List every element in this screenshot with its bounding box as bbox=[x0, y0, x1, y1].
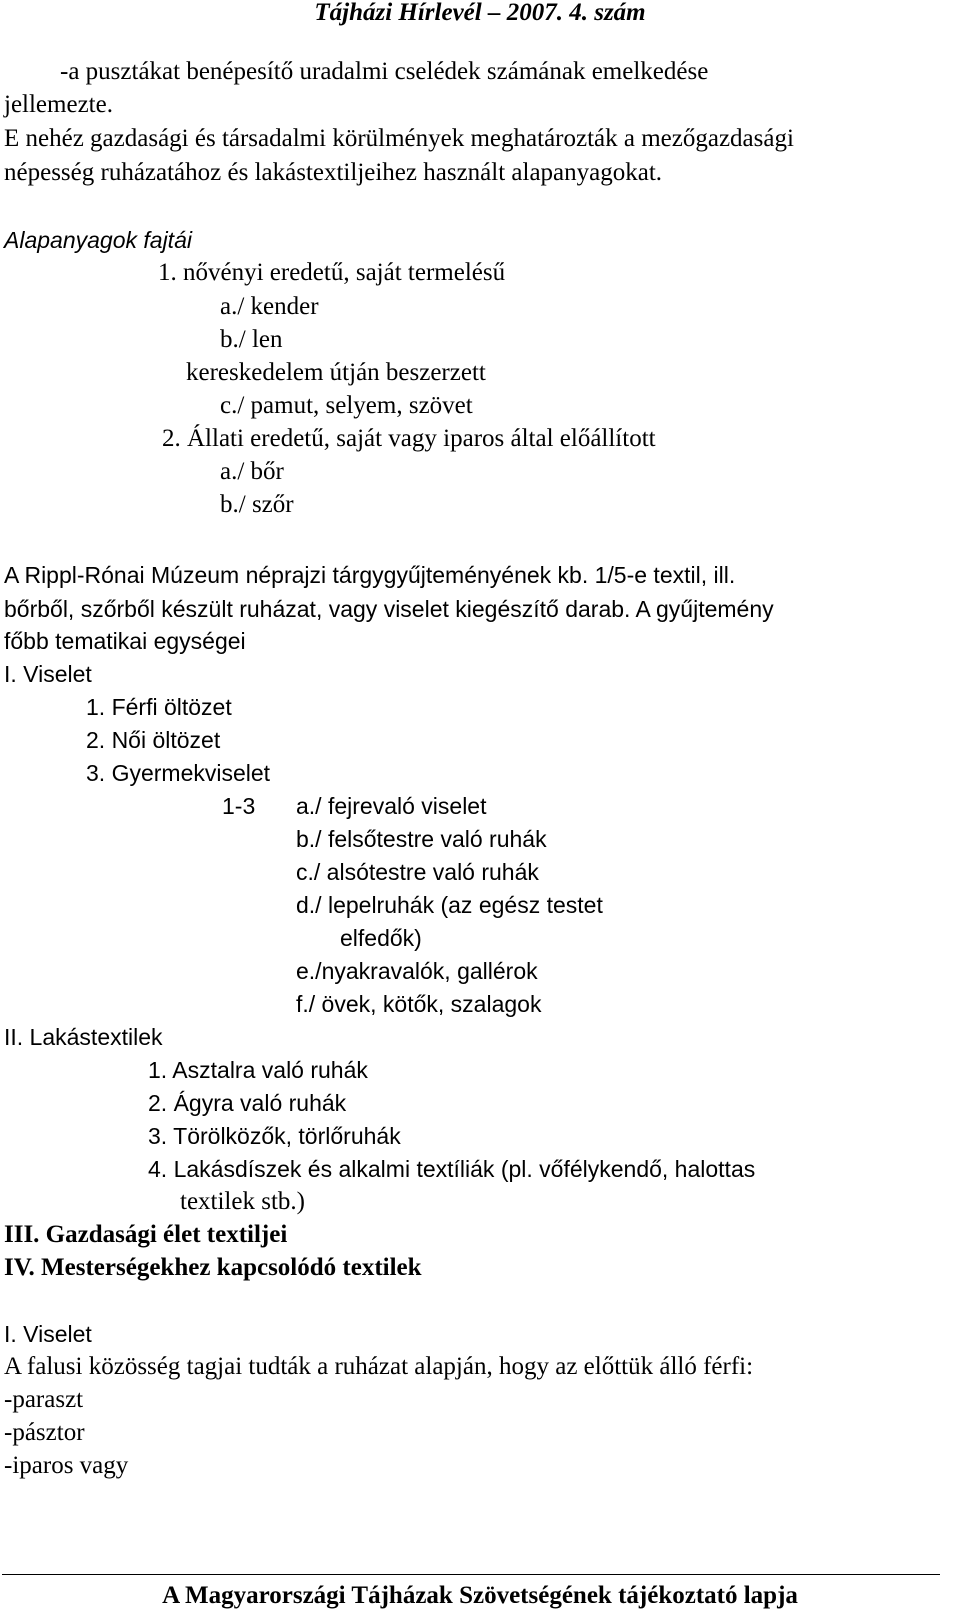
text-line: 1. Asztalra való ruhák bbox=[148, 1057, 368, 1083]
text-line: -paraszt bbox=[4, 1386, 84, 1413]
text-line: a./ fejrevaló viselet bbox=[296, 793, 487, 819]
text-line: d./ lepelruhák (az egész testet bbox=[296, 892, 603, 918]
page-footer: A Magyarországi Tájházak Szövetségének tájékoztató lapja bbox=[162, 1582, 798, 1609]
text-line: 1. Férfi öltözet bbox=[86, 694, 232, 720]
text-line: E nehéz gazdasági és társadalmi körülmények meghatározták a mezőgazdasági bbox=[4, 125, 794, 152]
text-line: -iparos vagy bbox=[4, 1452, 129, 1479]
text-line: c./ pamut, selyem, szövet bbox=[220, 392, 473, 419]
text-line: b./ szőr bbox=[220, 491, 294, 518]
text-line: f./ övek, kötők, szalagok bbox=[296, 991, 542, 1017]
text-line: b./ len bbox=[220, 326, 283, 353]
text-line: kereskedelem útján beszerzett bbox=[186, 359, 486, 386]
text-line: 4. Lakásdíszek és alkalmi textíliák (pl. vőfélykendő, halottas bbox=[148, 1156, 756, 1182]
text-line: 1-3 bbox=[222, 793, 256, 819]
text-line: e./nyakravalók, gallérok bbox=[296, 958, 538, 984]
text-line: A falusi közösség tagjai tudták a ruházat alapján, hogy az előttük álló férfi: bbox=[4, 1353, 754, 1380]
text-line: -a pusztákat benépesítő uradalmi cselédek számának emelkedése bbox=[60, 58, 709, 85]
text-line: a./ kender bbox=[220, 293, 319, 320]
text-line: 3. Gyermekviselet bbox=[86, 760, 271, 786]
text-line: bőrből, szőrből készült ruházat, vagy viselet kiegészítő darab. A gyűjtemény bbox=[4, 596, 774, 622]
text-line: népesség ruházatához és lakástextiljeihez használt alapanyagokat. bbox=[4, 159, 663, 186]
text-line: 2. Női öltözet bbox=[86, 727, 221, 753]
text-line: IV. Mesterségekhez kapcsolódó textilek bbox=[4, 1254, 422, 1281]
text-line: textilek stb.) bbox=[180, 1188, 305, 1215]
text-line: -pásztor bbox=[4, 1419, 85, 1446]
footer-divider bbox=[2, 1574, 940, 1575]
text-line: elfedők) bbox=[340, 925, 422, 951]
text-line: c./ alsótestre való ruhák bbox=[296, 859, 539, 885]
text-line: 2. Állati eredetű, saját vagy iparos által előállított bbox=[162, 425, 656, 452]
text-line: b./ felsőtestre való ruhák bbox=[296, 826, 547, 852]
text-line: a./ bőr bbox=[220, 458, 284, 485]
text-line: 2. Ágyra való ruhák bbox=[148, 1090, 347, 1116]
text-line: A Rippl-Rónai Múzeum néprajzi tárgygyűjteményének kb. 1/5-e textil, ill. bbox=[4, 562, 736, 588]
text-line: III. Gazdasági élet textiljei bbox=[4, 1221, 288, 1248]
page-header: Tájházi Hírlevél – 2007. 4. szám bbox=[314, 0, 646, 26]
text-line: II. Lakástextilek bbox=[4, 1024, 163, 1050]
text-line: I. Viselet bbox=[4, 1321, 92, 1347]
text-line: I. Viselet bbox=[4, 661, 92, 687]
text-line: jellemezte. bbox=[4, 91, 113, 118]
text-line: Alapanyagok fajtái bbox=[4, 227, 192, 253]
text-line: főbb tematikai egységei bbox=[4, 628, 246, 654]
text-line: 3. Törölközők, törlőruhák bbox=[148, 1123, 401, 1149]
text-line: 1. nővényi eredetű, saját termelésű bbox=[158, 259, 506, 286]
